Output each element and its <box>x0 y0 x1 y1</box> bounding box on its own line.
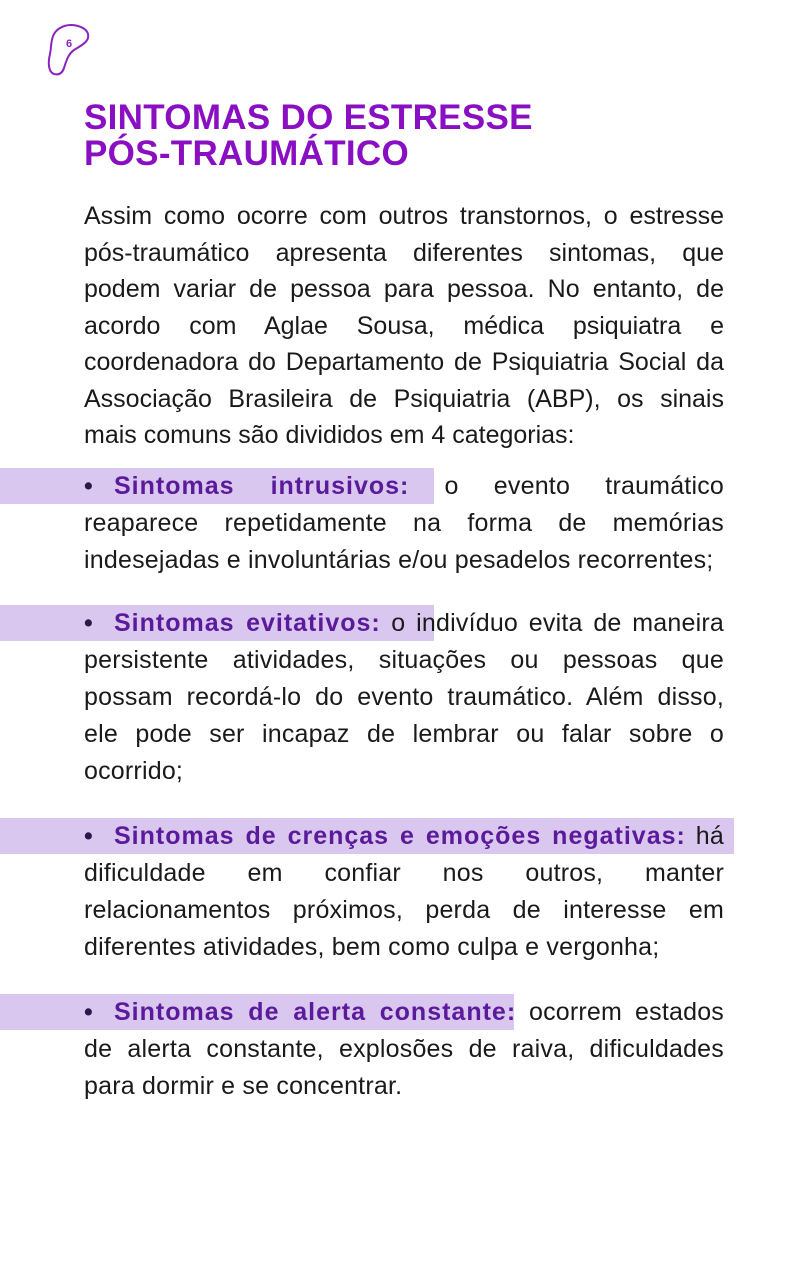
symptom-body: ocorrem estados de alerta constante, explosões de raiva, dificuldades para dormir e se concentrar. <box>84 998 725 1100</box>
symptom-title: Sintomas de alerta constante: <box>114 998 517 1026</box>
bullet-icon: • <box>84 822 93 850</box>
bullet-icon: • <box>84 609 93 637</box>
symptom-body: o evento traumático reaparece repetidamente na forma de memórias indesejadas e involuntárias e/ou pesadelos recorrentes; <box>84 472 725 574</box>
page-title-line-2: PÓS-TRAUMÁTICO <box>84 134 410 173</box>
bullet-icon: • <box>84 998 93 1026</box>
symptom-body: há dificuldade em confiar nos outros, manter relacionamentos próximos, perda de interesse em diferentes atividades, bem como culpa e vergonha; <box>84 822 724 961</box>
symptom-text <box>84 605 724 790</box>
page-title <box>84 100 724 172</box>
symptom-text <box>84 468 724 579</box>
intro-paragraph: Assim como ocorre com outros transtornos, o estresse pós-traumático apresenta diferentes sintomas, que podem variar de pessoa para pessoa. No entanto, de acordo com Aglae Sousa, médica psiquiatra e coordenadora do Departamento de Psiquiatria Social da Associação Brasileira de Psiquiatria (ABP), os sinais mais comuns são divididos em 4 categorias: <box>84 202 724 449</box>
page-number: 6 <box>66 38 73 50</box>
symptom-title: Sintomas de crenças e emoções negativas: <box>114 822 686 850</box>
symptom-title: Sintomas intrusivos: <box>114 472 410 500</box>
bullet-icon: • <box>84 472 93 500</box>
symptom-title: Sintomas evitativos: <box>114 609 381 637</box>
symptom-text <box>84 818 724 966</box>
page-number-badge-icon <box>44 22 94 78</box>
symptom-text <box>84 994 724 1105</box>
page-title-line-1: SINTOMAS DO ESTRESSE <box>84 98 533 137</box>
symptom-body: o indivíduo evita de maneira persistente atividades, situações ou pessoas que possam recordá-lo do evento traumático. Além disso, ele pode ser incapaz de lembrar ou falar sobre o ocorrido; <box>84 609 724 785</box>
